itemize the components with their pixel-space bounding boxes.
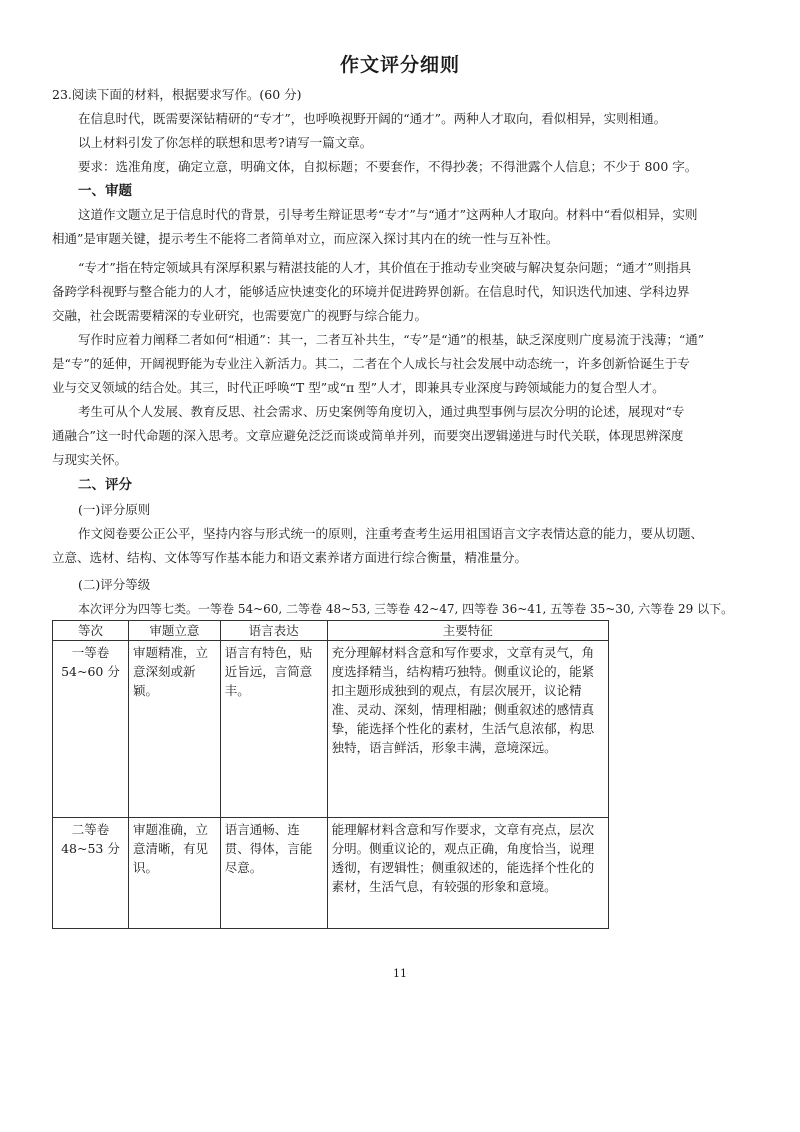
requirements-line: 要求：选准角度，确定立意，明确文体，自拟标题；不要套作，不得抄袭；不得泄露个人信息；不少于 800 字。: [78, 159, 698, 174]
subheading-principle: (一)评分原则: [78, 502, 151, 517]
paragraph-line: 作文阅卷要公正公平，坚持内容与形式统一的原则，注重考查考生运用祖国语言文字表情达意的能力，要从切题、: [78, 526, 704, 541]
idea-cell: 审题准确，立意清晰，有见识。: [128, 818, 220, 929]
material-line: 在信息时代，既需要深钻精研的“专才”，也呼唤视野开阔的“通才”。两种人才取向，看似相异，实则相通。: [78, 111, 667, 126]
grade-label: 一等卷: [71, 645, 110, 660]
question-prompt: 23.阅读下面的材料，根据要求写作。(60 分): [52, 87, 302, 102]
features-cell: 能理解材料含意和写作要求，文章有亮点，层次分明。侧重议论的，观点正确，角度恰当，说理透彻，有逻辑性；侧重叙述的，能选择个性化的素材，生活气息，有较强的形象和意境。: [327, 818, 608, 929]
table-row: [53, 818, 609, 929]
paragraph-line: 与现实关怀。: [52, 452, 128, 467]
grading-table: [52, 620, 609, 929]
section-heading-scoring: 二、评分: [78, 477, 132, 493]
header-grade: 等次: [53, 621, 129, 641]
paragraph-line: “专才”指在特定领域具有深厚积累与精湛技能的人才，其价值在于推动专业突破与解决复杂问题；“通才”则指具: [78, 260, 692, 275]
paragraph-line: 考生可从个人发展、教育反思、社会需求、历史案例等角度切入，通过典型事例与层次分明的论述，展现对“专: [78, 404, 685, 419]
paragraph-line: 立意、选材、结构、文体等写作基本能力和语文素养诸方面进行综合衡量，精准量分。: [52, 550, 528, 565]
grades-summary-line: 本次评分为四等七类。一等卷 54~60, 二等卷 48~53, 三等卷 42~47, 四等卷 36~41, 五等卷 35~30, 六等卷 29 以下。: [78, 602, 734, 616]
table-header-row: [53, 621, 609, 641]
grade-cell: [53, 641, 129, 818]
header-features: 主要特征: [327, 621, 608, 641]
paragraph-line: 是“专”的延伸，开阔视野能为专业注入新活力。其二，二者在个人成长与社会发展中动态统一，许多创新恰诞生于专: [52, 356, 690, 371]
paragraph-line: 相通”是审题关键，提示考生不能将二者简单对立，而应深入探讨其内在的统一性与互补性。: [52, 231, 559, 246]
paragraph-line: 写作时应着力阐释二者如何“相通”：其一，二者互补共生，“专”是“通”的根基，缺乏深度则广度易流于浅薄；“通”: [78, 332, 705, 347]
page-title: 作文评分细则: [339, 54, 460, 76]
grade-score: 54~60 分: [61, 664, 120, 679]
header-idea: 审题立意: [128, 621, 220, 641]
subheading-grades: (二)评分等级: [78, 577, 151, 592]
table-row: [53, 641, 609, 818]
paragraph-line: 备跨学科视野与整合能力的人才，能够适应快速变化的环境并促进跨界创新。在信息时代，知识迭代加速、学科边界: [52, 284, 690, 299]
language-cell: 语言通畅、连贯、得体，言能尽意。: [220, 818, 327, 929]
paragraph-line: 交融，社会既需要精深的专业研究，也需要宽广的视野与综合能力。: [52, 308, 428, 323]
page-number: 11: [393, 967, 407, 980]
paragraph-line: 通融合”这一时代命题的深入思考。文章应避免泛泛而谈或简单并列，而要突出逻辑递进与时代关联，体现思辨深度: [52, 428, 684, 443]
grade-cell: [53, 818, 129, 929]
header-language: 语言表达: [220, 621, 327, 641]
grade-score: 48~53 分: [61, 841, 120, 856]
paragraph-line: 业与交叉领域的结合处。其三，时代正呼唤“T 型”或“π 型”人才，即兼具专业深度与跨领域能力的复合型人才。: [52, 380, 665, 395]
section-heading-review: 一、审题: [78, 183, 132, 199]
language-cell: 语言有特色，贴近旨远，言简意丰。: [220, 641, 327, 818]
material-line: 以上材料引发了你怎样的联想和思考?请写一篇文章。: [78, 135, 373, 150]
features-cell: 充分理解材料含意和写作要求，文章有灵气，角度选择精当，结构精巧独特。侧重议论的，能紧扣主题形成独到的观点，有层次展开，议论精准、灵动、深刻，情理相融；侧重叙述的感情真挚，能选择个性化的素材，生活气息浓郁，构思独特，语言鲜活，形象丰满，意境深远。: [327, 641, 608, 818]
grade-label: 二等卷: [71, 822, 110, 837]
paragraph-line: 这道作文题立足于信息时代的背景，引导考生辩证思考“专才”与“通才”这两种人才取向。材料中“看似相异，实则: [78, 207, 698, 222]
idea-cell: 审题精准，立意深刻或新颖。: [128, 641, 220, 818]
